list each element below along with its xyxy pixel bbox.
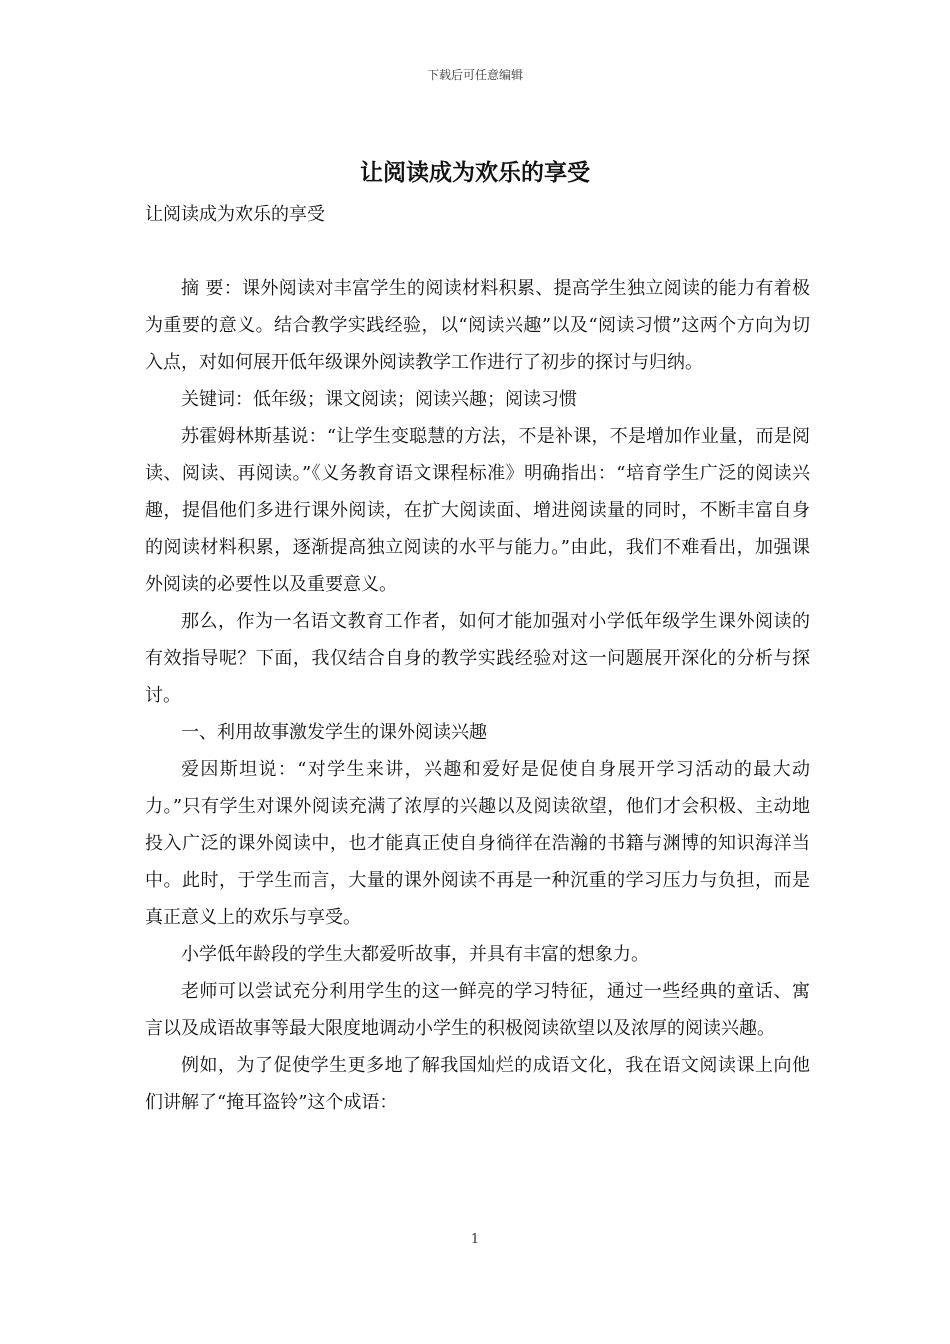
page-number: 1: [470, 1232, 480, 1247]
document-body: [145, 270, 810, 1121]
body-paragraph: 例如，为了促使学生更多地了解我国灿烂的成语文化，我在语文阅读课上向他们讲解了“掩耳盗铃”这个成语：: [145, 1055, 810, 1113]
abstract-paragraph: 摘 要：课外阅读对丰富学生的阅读材料积累、提高学生独立阅读的能力有着极为重要的意义。结合教学实践经验，以“阅读兴趣”以及“阅读习惯”这两个方向为切入点，对如何展开低年级课外阅读教学工作进行了初步的探讨与归纳。: [145, 278, 810, 373]
body-paragraph: 那么，作为一名语文教育工作者，如何才能加强对小学低年级学生课外阅读的有效指导呢？下面，我仅结合自身的教学实践经验对这一问题展开深化的分析与探讨。: [145, 611, 810, 706]
body-paragraph: 老师可以尝试充分利用学生的这一鲜亮的学习特征，通过一些经典的童话、寓言以及成语故事等最大限度地调动小学生的积极阅读欲望以及浓厚的阅读兴趣。: [145, 981, 810, 1039]
body-paragraph: 爱因斯坦说：“对学生来讲，兴趣和爱好是促使自身展开学习活动的最大动力。”只有学生对课外阅读充满了浓厚的兴趣以及阅读欲望，他们才会积极、主动地投入广泛的课外阅读中，也才能真正使自身徜徉在浩瀚的书籍与渊博的知识海洋当中。此时，于学生而言，大量的课外阅读不再是一种沉重的学习压力与负担，而是真正意义上的欢乐与享受。: [145, 759, 810, 928]
section-heading: 一、利用故事激发学生的课外阅读兴趣: [181, 722, 487, 743]
body-paragraph: 苏霍姆林斯基说：“让学生变聪慧的方法，不是补课，不是增加作业量，而是阅读、阅读、再阅读。”《义务教育语文课程标准》明确指出：“培育学生广泛的阅读兴趣，提倡他们多进行课外阅读，在扩大阅读面、增进阅读量的同时，不断丰富自身的阅读材料积累，逐渐提高独立阅读的水平与能力。”由此，我们不难看出，加强课外阅读的必要性以及重要意义。: [145, 426, 810, 595]
body-paragraph: 小学低年龄段的学生大都爱听故事，并具有丰富的想象力。: [181, 944, 649, 965]
document-subtitle: 让阅读成为欢乐的享受: [145, 204, 325, 225]
document-title: 让阅读成为欢乐的享受: [360, 160, 590, 186]
page-header: 下载后可任意编辑: [426, 68, 523, 82]
keywords-paragraph: 关键词：低年级；课文阅读；阅读兴趣；阅读习惯: [181, 389, 577, 410]
